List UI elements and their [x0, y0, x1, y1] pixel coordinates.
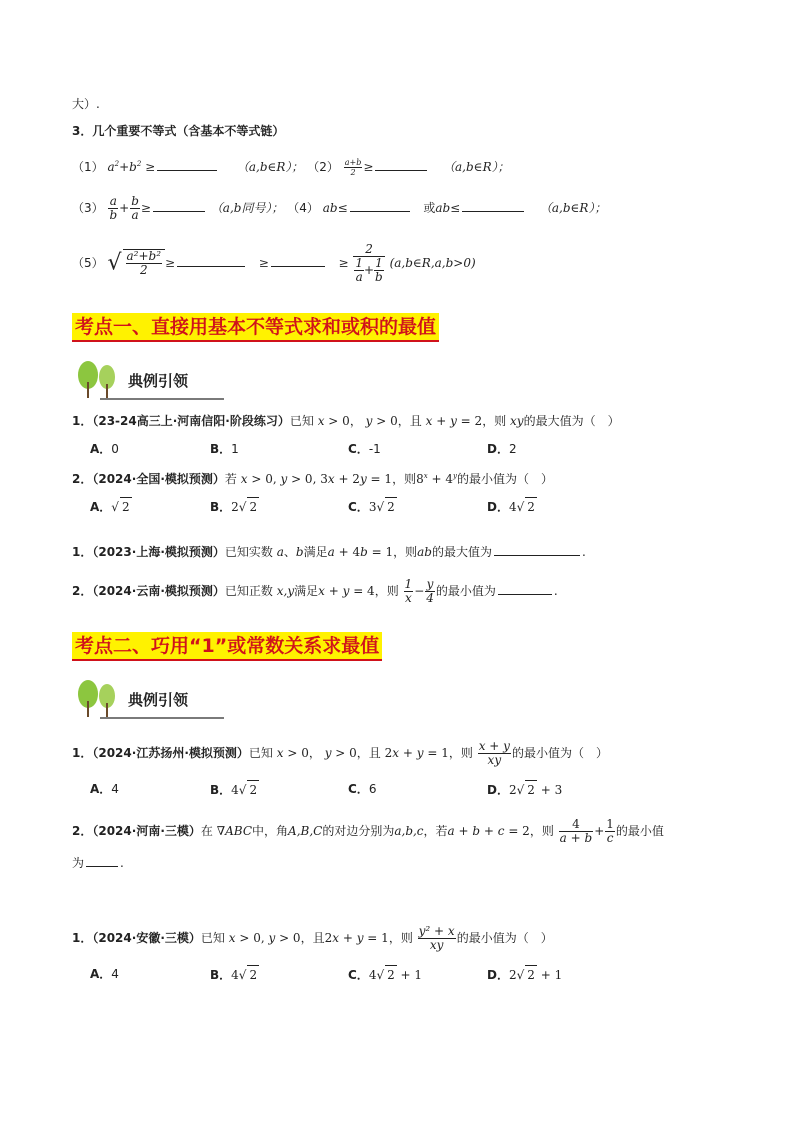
question-2-2-cont: 为 .	[72, 853, 124, 872]
tree-icon	[74, 358, 120, 400]
formula-half-sum: $\frac{a+b}{2}$	[344, 158, 362, 177]
banner-underline	[100, 398, 224, 400]
option-a[interactable]: A．√ 2	[90, 497, 132, 516]
subheading-inequalities: 3．几个重要不等式（含基本不等式链）	[72, 124, 285, 138]
formula-rms: $\frac{\text{a²+b²}}{2}$	[123, 249, 166, 277]
answer-blank[interactable]	[271, 253, 325, 267]
practice-1-2: 2．（2024·云南·模拟预测）已知正数 x,y满足x + y = 4，则 $\frac{1}{x}$ − $\frac{y}{4}$ 的最小值为 .	[72, 577, 558, 605]
option-c[interactable]: C．3√ 2	[348, 497, 397, 516]
question-1-2: 2．（2024·全国·模拟预测）若 x > 0, y > 0, 3x + 2y = 1，则$8^x + 4^y$的最小值为（ ）	[72, 472, 553, 486]
answer-blank[interactable]	[350, 198, 410, 212]
question-1-1: 1．（23-24高三上·河南信阳·阶段练习）已知 x > 0， y > 0，且 x + y = 2，则 xy的最大值为（ ）	[72, 414, 620, 428]
practice-1-1: 1．（2023·上海·模拟预测）已知实数 a、b满足a + 4b = 1，则ab的最大值为 .	[72, 542, 586, 561]
section-1-title: 考点一、直接用基本不等式求和或积的最值	[72, 313, 439, 342]
option-b[interactable]: B．4√ 2	[210, 965, 259, 984]
inequality-line-1: （1） $a^2+b^2$ ≥ （a,b∈R）； （2） $\frac{a+b}{2}$ ≥ （a,b∈R）；	[72, 158, 510, 177]
option-d[interactable]: D．2√ 2 + 3	[487, 780, 562, 799]
option-a[interactable]: A．4	[90, 782, 119, 796]
formula-harmonic-mean: 2 $\frac{1}{a}$ + $\frac{1}{b}$	[355, 242, 383, 284]
option-d[interactable]: D．4√ 2	[487, 497, 537, 516]
answer-blank[interactable]	[153, 198, 205, 212]
option-b[interactable]: B．2√ 2	[210, 497, 259, 516]
formula-ab: ab≤	[322, 201, 348, 215]
formula-ab: ab≤	[435, 201, 461, 215]
answer-blank[interactable]	[462, 198, 524, 212]
option-c[interactable]: C．4√ 2 + 1	[348, 965, 422, 984]
option-b[interactable]: B．4√ 2	[210, 780, 259, 799]
section-1-banner: 典例引领	[74, 358, 224, 400]
practice-2-1: 1．（2024·安徽·三模）已知 x > 0, y > 0，且2x + y = 1，则 $\frac{\text{y² + x}}{xy}$ 的最小值为（ ）	[72, 924, 553, 952]
option-a[interactable]: A．0	[90, 442, 119, 456]
inequality-line-2: （3） $\frac{a}{b}$ + $\frac{b}{a}$ ≥ （a,b同号）； （4） ab≤ 或ab≤ （a,b∈R）；	[72, 194, 607, 222]
answer-blank[interactable]	[498, 581, 552, 595]
question-2-1: 1．（2024·江苏扬州·模拟预测）已知 x > 0， y > 0，且 2x + y = 1，则 $\frac{x + y}{xy}$ 的最小值为（ ）	[72, 739, 608, 767]
option-c[interactable]: C．6	[348, 782, 377, 796]
formula-a2-b2: $a^2+b^2$ ≥	[107, 160, 156, 174]
option-b[interactable]: B．1	[210, 442, 239, 456]
question-2-2: 2．（2024·河南·三模）在 ∇ABC中，角A,B,C的对边分别为a,b,c，若a + b + c = 2，则 $\frac{4}{a + b}$ + $\frac{1}{c}$ 的最小值	[72, 817, 664, 845]
section-2-banner: 典例引领	[74, 677, 224, 719]
answer-blank[interactable]	[177, 253, 245, 267]
formula-b-over-a: $\frac{b}{a}$	[131, 194, 139, 222]
option-c[interactable]: C．-1	[348, 442, 381, 456]
answer-blank[interactable]	[375, 157, 427, 171]
answer-blank[interactable]	[157, 157, 217, 171]
formula-a-over-b: $\frac{a}{b}$	[109, 194, 118, 222]
tree-icon	[74, 677, 120, 719]
intro-continuation: 大）.	[72, 97, 100, 111]
answer-blank[interactable]	[494, 542, 580, 556]
sqrt-icon: √	[107, 250, 122, 276]
option-d[interactable]: D．2	[487, 442, 517, 456]
section-2-title: 考点二、巧用“1”或常数关系求最值	[72, 632, 382, 661]
option-a[interactable]: A．4	[90, 967, 119, 981]
banner-underline	[100, 717, 224, 719]
inequality-line-3: （5） √ $\frac{\text{a²+b²}}{2}$ ≥ ≥ ≥ 2 $\frac{1}{a}$ + $\frac{1}{b}$ (a,b∈R,a,b>0)	[72, 242, 476, 284]
option-d[interactable]: D．2√ 2 + 1	[487, 965, 562, 984]
answer-blank[interactable]	[86, 853, 118, 867]
